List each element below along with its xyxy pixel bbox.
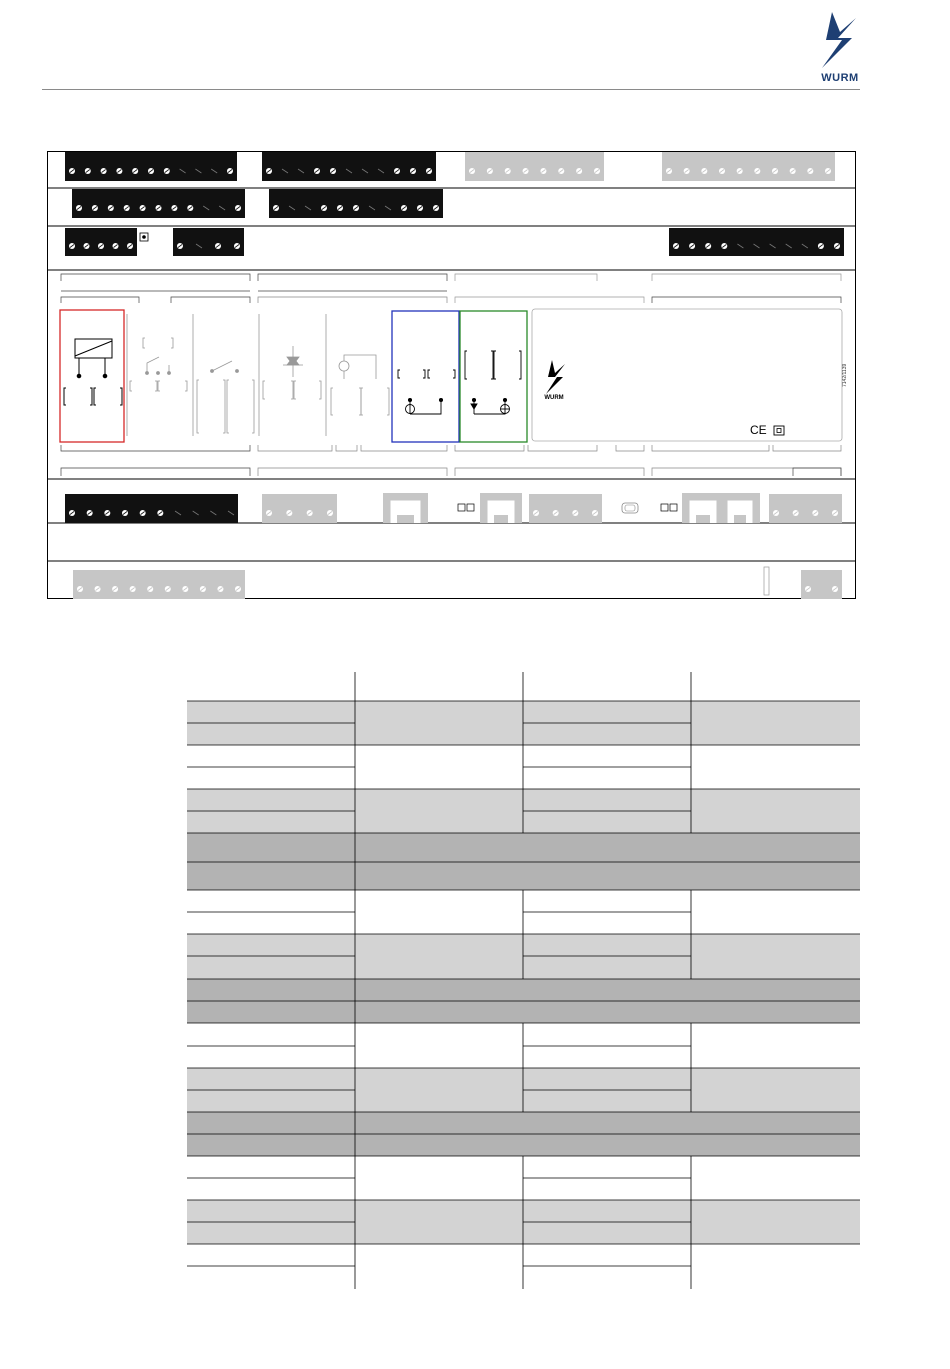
rj-socket — [383, 493, 428, 523]
terminal-block — [73, 570, 245, 599]
header-divider — [42, 89, 860, 90]
terminal-block — [65, 494, 238, 523]
terminal-block — [269, 189, 443, 218]
table-row — [187, 1134, 860, 1156]
terminal-block — [262, 494, 337, 523]
table-row — [187, 1112, 860, 1134]
lightning-icon — [812, 10, 868, 72]
terminal-block — [669, 228, 844, 256]
rj-socket — [480, 493, 522, 523]
terminal-block — [173, 228, 244, 256]
terminal-block — [465, 152, 604, 181]
table-row — [187, 934, 860, 956]
table-row — [187, 862, 860, 890]
terminal-block — [769, 494, 842, 523]
terminal-board — [47, 151, 856, 599]
terminal-block — [801, 570, 842, 599]
pin-table-drawing — [187, 672, 860, 1289]
board-drawing — [47, 151, 856, 599]
table-row — [187, 833, 860, 862]
table-grid — [187, 672, 860, 1289]
rj-socket — [720, 493, 760, 523]
table-row — [187, 723, 860, 745]
table-row — [187, 811, 860, 833]
rj-socket — [682, 493, 724, 523]
terminal-block — [662, 152, 835, 181]
logo-text: WURM — [821, 72, 859, 84]
terminal-block — [262, 152, 436, 181]
table-row — [187, 1222, 860, 1244]
table-row — [187, 956, 860, 979]
part-number: 7142/1139 — [842, 363, 848, 387]
wurm-logo — [812, 10, 868, 90]
pin-table — [187, 672, 860, 1289]
table-row — [187, 789, 860, 811]
terminal-block — [65, 228, 137, 256]
inner-logo-text: WURM — [544, 395, 564, 401]
ce-mark: CE — [750, 423, 767, 437]
table-row — [187, 1068, 860, 1090]
terminal-block — [65, 152, 237, 181]
table-row — [187, 979, 860, 1001]
table-row — [187, 701, 860, 723]
table-row — [187, 1090, 860, 1112]
table-row — [187, 1200, 860, 1222]
terminal-block — [529, 494, 602, 523]
terminal-block — [72, 189, 245, 218]
table-row — [187, 1001, 860, 1023]
